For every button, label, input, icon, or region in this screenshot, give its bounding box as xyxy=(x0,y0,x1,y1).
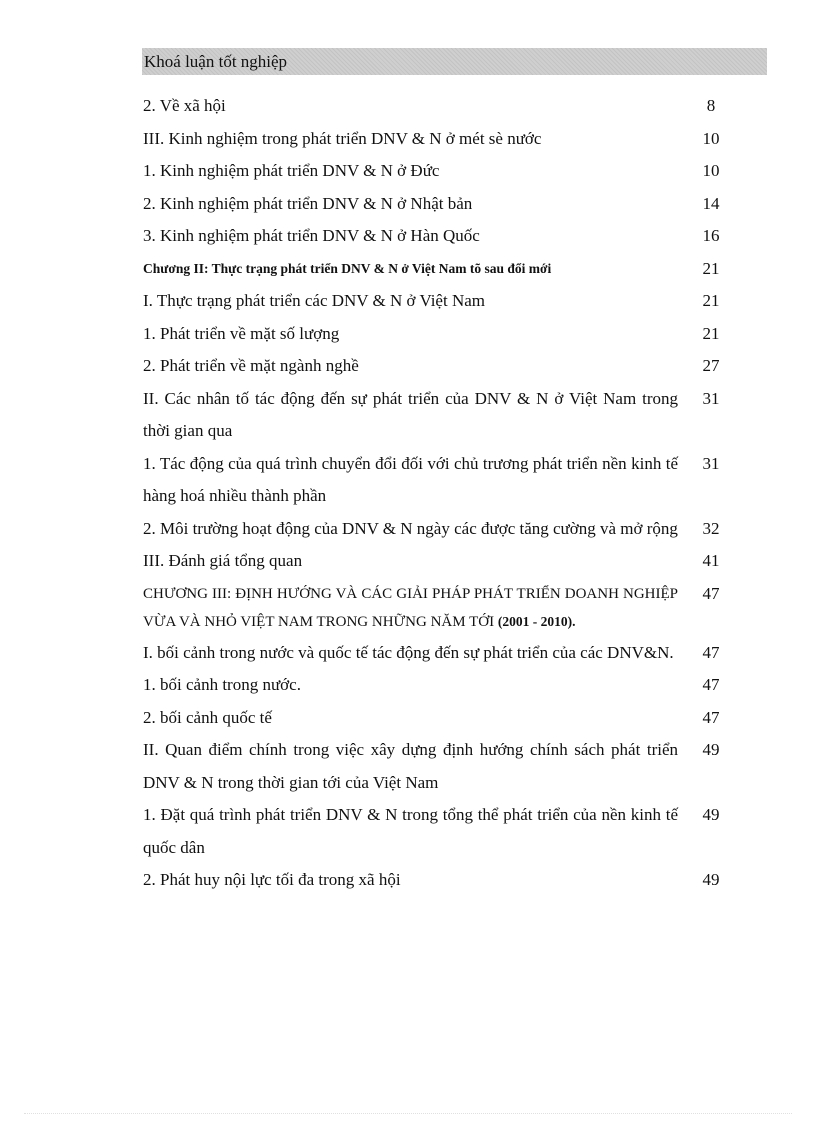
toc-entry xyxy=(143,702,733,735)
toc-entry-page: 21 xyxy=(702,291,720,310)
toc-entry-page: 8 xyxy=(706,96,716,115)
toc-entry-page: 47 xyxy=(702,642,720,662)
toc-entry-page: 31 xyxy=(702,388,720,408)
toc-entry-page: 10 xyxy=(702,128,720,148)
toc-entry xyxy=(143,350,733,383)
toc-entry-title: 1. Phát triển về mặt số lượng xyxy=(143,323,340,343)
toc-entry-title: 1. Kinh nghiệm phát triển DNV & N ở Đức xyxy=(143,161,440,180)
toc-entry xyxy=(143,285,733,318)
header-title: Khoá luận tốt nghiệp xyxy=(144,51,288,71)
toc-entry-title: 1. Tác động của quá trình chuyển đổi đối với chủ trương phát triển nền kinh tế hàng hoá nhiều thành phần xyxy=(143,453,678,505)
toc-entry-title: 2. Về xã hội xyxy=(143,96,226,115)
toc-chapter-title-main: CHƯƠNG III: ĐỊNH HƯỚNG VÀ CÁC GIẢI PHÁP PHÁT TRIỂN DOANH NGHIỆP VỪA VÀ NHỎ VIỆT NAM TRONG NHỮNG NĂM TỚI xyxy=(143,585,678,630)
toc-entry xyxy=(143,383,733,448)
page-header xyxy=(142,48,767,75)
toc-entry-page: 21 xyxy=(702,323,720,343)
toc-entry-page: 31 xyxy=(702,453,720,473)
toc-entry-page: 47 xyxy=(702,707,720,727)
toc-entry-page: 41 xyxy=(702,551,720,570)
toc-entry-title: 1. bối cảnh trong nước. xyxy=(143,675,301,694)
toc-entry-page: 10 xyxy=(702,161,720,180)
toc-entry-title: 1. Đặt quá trình phát triển DNV & N trong tổng thể phát triển của nền kinh tế quốc dân xyxy=(143,805,678,857)
toc-entry xyxy=(143,90,733,123)
toc-entry-title: III. Đánh giá tổng quan xyxy=(143,551,303,570)
toc-entry xyxy=(143,799,733,864)
page-footer-divider xyxy=(24,1113,792,1114)
toc-entry-title: 2. bối cảnh quốc tế xyxy=(143,707,272,727)
toc-entry-title: 2. Phát triển về mặt ngành nghề xyxy=(143,356,359,375)
toc-entry-title: III. Kinh nghiệm trong phát triển DNV & N ở mét sè nước xyxy=(143,128,542,148)
toc-entry-page: 49 xyxy=(702,805,720,824)
toc-entry-page: 32 xyxy=(702,518,720,538)
toc-entry xyxy=(143,123,733,156)
toc-entry-page: 21 xyxy=(702,258,720,278)
toc-entry-title: I. bối cảnh trong nước và quốc tế tác động đến sự phát triển của các DNV&N. xyxy=(143,642,674,662)
toc-entry-page: 27 xyxy=(702,356,720,375)
toc-entry xyxy=(143,155,733,188)
toc-entry-page: 14 xyxy=(702,193,720,213)
toc-chapter-entry xyxy=(143,578,733,637)
toc-entry-title: II. Quan điểm chính trong việc xây dựng định hướng chính sách phát triển DNV & N trong thời gian tới của Việt Nam xyxy=(143,740,678,792)
toc-entry-title: 2. Môi trường hoạt động của DNV & N ngày các được tăng cường và mở rộng xyxy=(143,518,678,538)
toc-entry xyxy=(143,637,733,670)
toc-entry xyxy=(143,864,733,897)
toc-entry xyxy=(143,318,733,351)
toc-entry xyxy=(143,669,733,702)
toc-entry xyxy=(143,220,733,253)
toc-entry-title: I. Thực trạng phát triển các DNV & N ở Việt Nam xyxy=(143,291,485,310)
toc-entry-title: II. Các nhân tố tác động đến sự phát triển của DNV & N ở Việt Nam trong thời gian qua xyxy=(143,388,678,440)
toc-chapter-title-years: (2001 - 2010). xyxy=(497,614,576,629)
toc-entry-title: 3. Kinh nghiệm phát triển DNV & N ở Hàn Quốc xyxy=(143,226,480,245)
toc-entry-page: 47 xyxy=(702,583,720,603)
toc-entry xyxy=(143,448,733,513)
toc-entry xyxy=(143,734,733,799)
toc-entry-page: 16 xyxy=(702,226,720,245)
toc-entry-page: 49 xyxy=(702,870,720,889)
table-of-contents xyxy=(143,90,733,897)
toc-entry xyxy=(143,545,733,578)
toc-entry-title: 2. Kinh nghiệm phát triển DNV & N ở Nhật bản xyxy=(143,193,473,213)
toc-chapter-title: Chương II: Thực trạng phát triển DNV & N ở Việt Nam tõ sau đổi mới xyxy=(143,260,552,276)
toc-chapter-entry xyxy=(143,253,733,286)
toc-entry xyxy=(143,188,733,221)
toc-entry-title: 2. Phát huy nội lực tối đa trong xã hội xyxy=(143,870,401,889)
toc-entry-page: 47 xyxy=(702,675,720,694)
toc-chapter-title xyxy=(143,578,678,637)
toc-entry-page: 49 xyxy=(702,740,720,759)
toc-entry xyxy=(143,513,733,546)
